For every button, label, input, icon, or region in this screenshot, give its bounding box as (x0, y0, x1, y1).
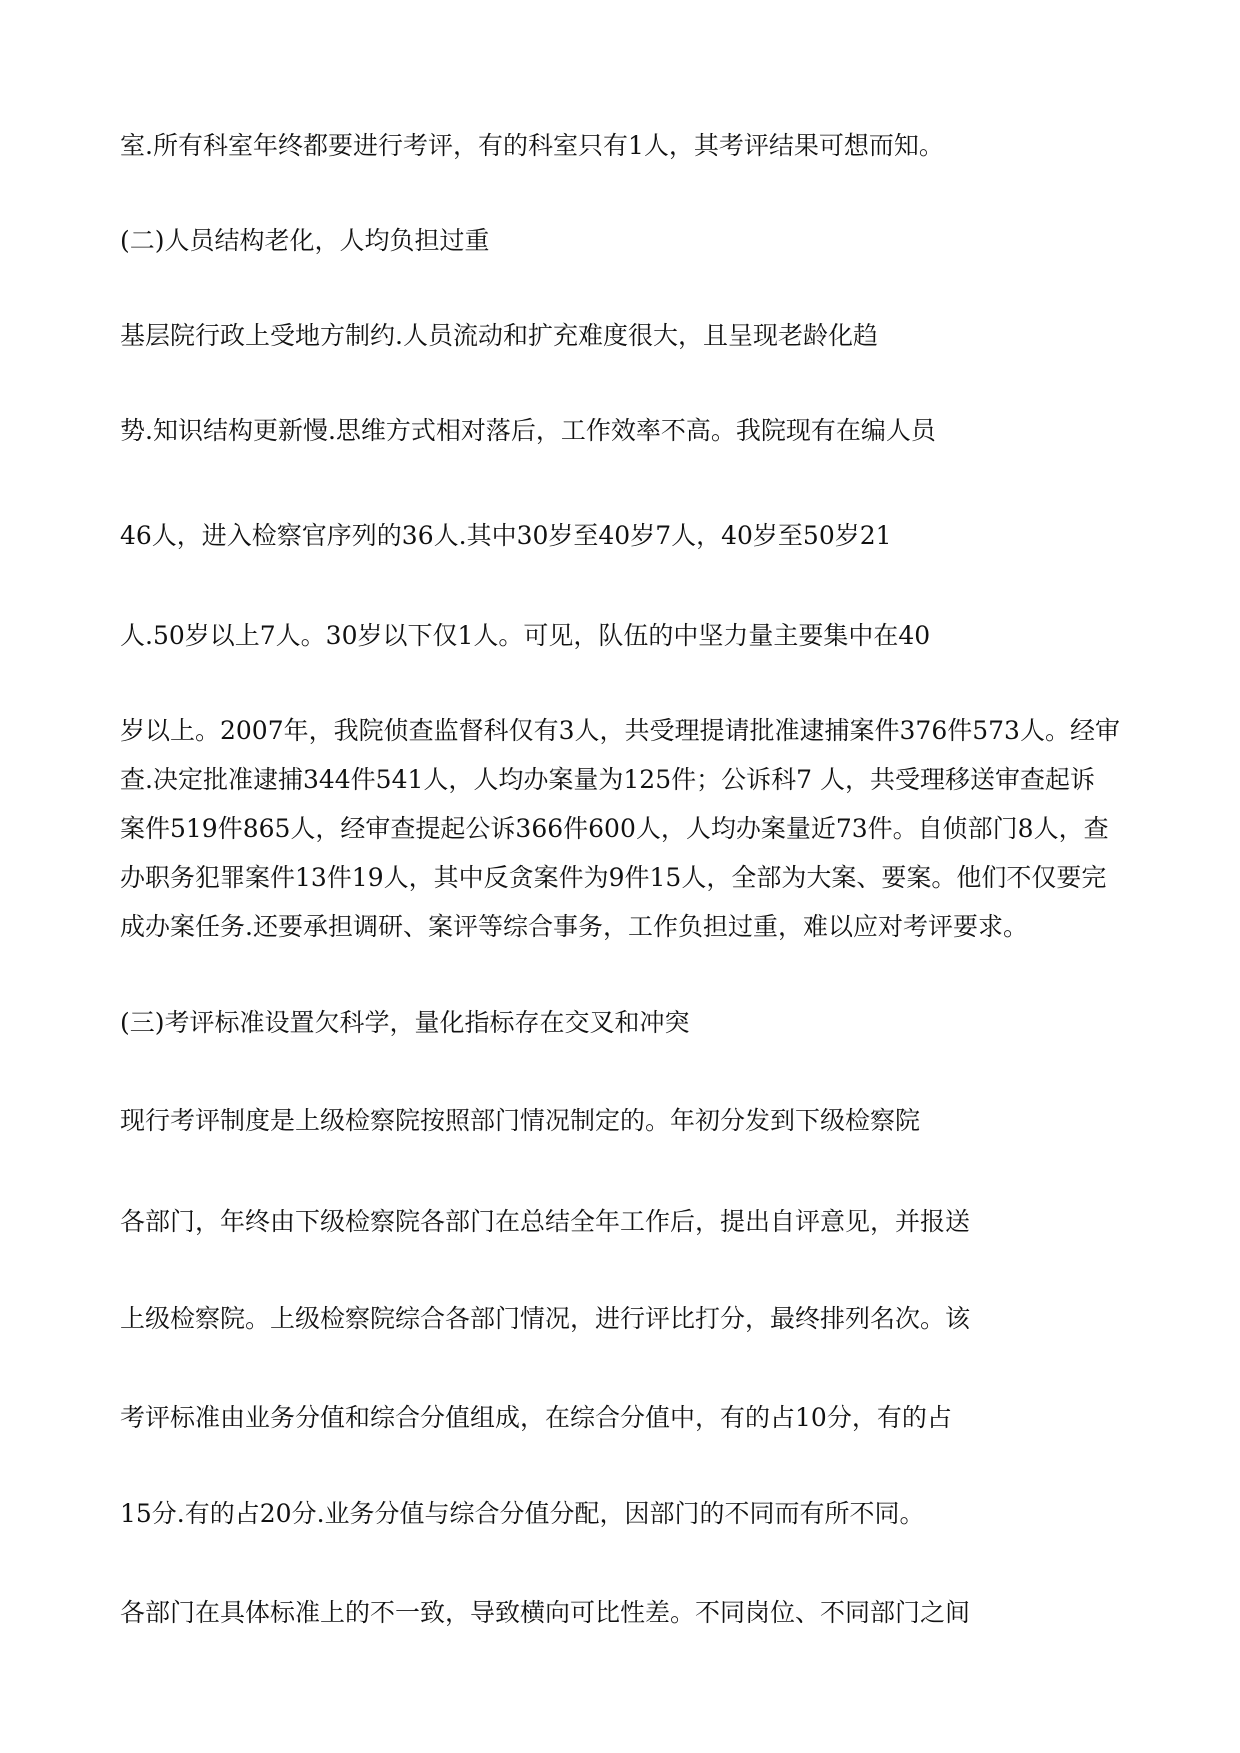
paragraph-line: 各部门在具体标准上的不一致，导致横向可比性差。不同岗位、不同部门之间 (120, 1598, 971, 1627)
paragraph-line: 成办案任务.还要承担调研、案评等综合事务，工作负担过重，难以应对考评要求。 (120, 912, 1028, 941)
paragraph-line: 查.决定批准逮捕344件541人，人均办案量为125件；公诉科7 人，共受理移送审查起诉 (120, 765, 1095, 794)
paragraph-line: 现行考评制度是上级检察院按照部门情况制定的。年初分发到下级检察院 (120, 1106, 921, 1135)
paragraph-line: 上级检察院。上级检察院综合各部门情况，进行评比打分，最终排列名次。该 (120, 1304, 971, 1333)
section-heading: (三)考评标准设置欠科学，量化指标存在交叉和冲突 (120, 1008, 690, 1037)
section-heading: (二)人员结构老化，人均负担过重 (120, 226, 490, 255)
paragraph-line: 15分.有的占20分.业务分值与综合分值分配，因部门的不同而有所不同。 (120, 1499, 925, 1528)
paragraph-line: 考评标准由业务分值和综合分值组成，在综合分值中，有的占10分，有的占 (120, 1403, 952, 1432)
paragraph-line: 各部门，年终由下级检察院各部门在总结全年工作后，提出自评意见，并报送 (120, 1207, 971, 1236)
paragraph-line: 势.知识结构更新慢.思维方式相对落后，工作效率不高。我院现有在编人员 (120, 416, 936, 445)
paragraph-line: 办职务犯罪案件13件19人，其中反贪案件为9件15人，全部为大案、要案。他们不仅要完 (120, 863, 1107, 892)
paragraph-line: 46人，进入检察官序列的36人.其中30岁至40岁7人，40岁至50岁21 (120, 521, 892, 550)
paragraph-line: 岁以上。2007年，我院侦查监督科仅有3人，共受理提请批准逮捕案件376件573人。经审 (120, 716, 1120, 745)
paragraph-line: 人.50岁以上7人。30岁以下仅1人。可见，队伍的中坚力量主要集中在40 (120, 621, 931, 650)
paragraph-line: 室.所有科室年终都要进行考评，有的科室只有1人，其考评结果可想而知。 (120, 131, 944, 160)
paragraph-line: 基层院行政上受地方制约.人员流动和扩充难度很大，且呈现老龄化趋 (120, 321, 878, 350)
paragraph-line: 案件519件865人，经审查提起公诉366件600人，人均办案量近73件。自侦部门8人，查 (120, 814, 1109, 843)
